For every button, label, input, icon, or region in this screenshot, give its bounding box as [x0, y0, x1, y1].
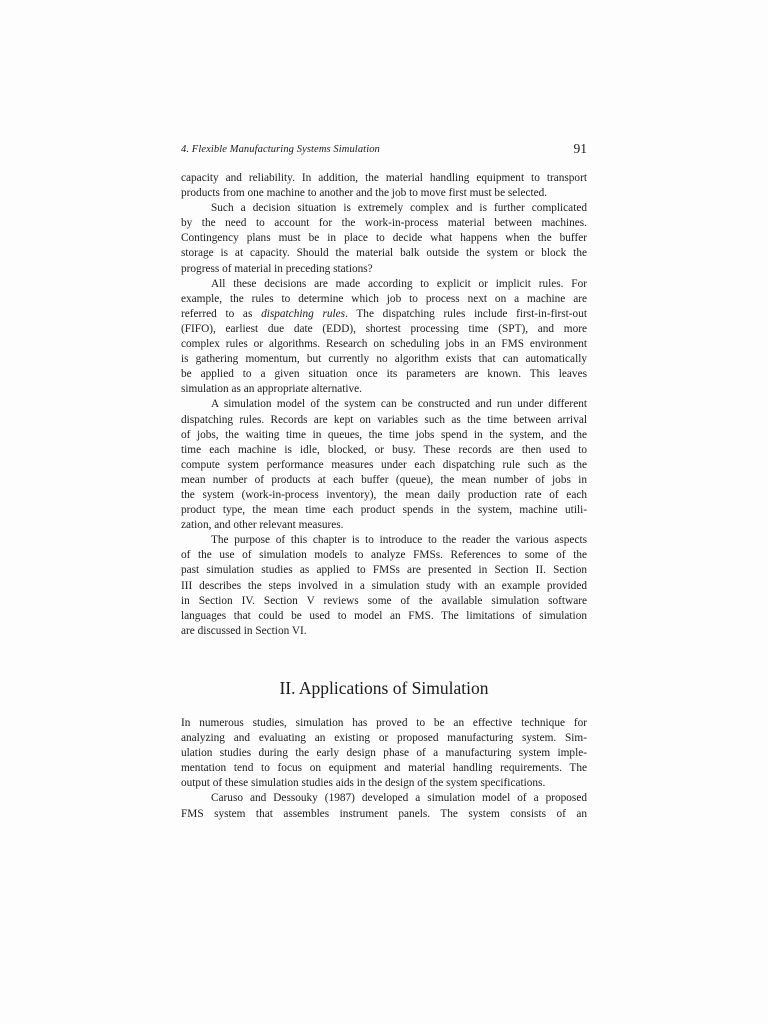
- section-heading: II. Applications of Simulation: [279, 678, 489, 698]
- text-line: analyzing and evaluating an existing or proposed manufacturing system. Sim-: [181, 732, 587, 745]
- text-line: All these decisions are made according to explicit or implicit rules. For: [211, 277, 587, 290]
- text-line: Such a decision situation is extremely complex and is further complicated: [211, 202, 587, 215]
- page-number: 91: [573, 141, 587, 156]
- body-text-section-2: [181, 716, 587, 822]
- text-line: ulation studies during the early design phase of a manufacturing system imple-: [181, 747, 587, 760]
- text-line-with-emphasis: [181, 307, 587, 322]
- text-line: in Section IV. Section V reviews some of the available simulation software: [181, 594, 587, 607]
- text-line: In numerous studies, simulation has proved to be an effective technique for: [181, 717, 587, 729]
- text-line: Caruso and Dessouky (1987) developed a simulation model of a proposed: [211, 792, 587, 805]
- text-line: FMS system that assembles instrument panels. The system consists of an: [181, 807, 587, 820]
- text-line: be applied to a given situation once its parameters are known. This leaves: [181, 368, 587, 381]
- text-line: capacity and reliability. In addition, the material handling equipment to transport: [181, 172, 587, 184]
- text-line: of the use of simulation models to analyze FMSs. References to some of the: [181, 549, 587, 562]
- text-line: product type, the mean time each product spends in the system, machine utili-: [181, 504, 587, 517]
- text-line: past simulation studies as applied to FMSs are presented in Section II. Section: [181, 564, 587, 577]
- text-line: progress of material in preceding stations?: [181, 262, 373, 275]
- text-line: The purpose of this chapter is to introduce to the reader the various aspects: [211, 534, 587, 547]
- emphasis-dispatching-rules: dispatching rules: [261, 307, 346, 320]
- text-line: storage is at capacity. Should the material balk outside the system or block the: [181, 247, 587, 260]
- text-line: mean number of products at each buffer (queue), the mean number of jobs in: [181, 473, 587, 486]
- text-line: dispatching rules. Records are kept on variables such as the time between arrival: [181, 413, 587, 426]
- text-line: simulation as an appropriate alternative.: [181, 383, 362, 396]
- text-line: Contingency plans must be in place to decide what happens when the buffer: [181, 232, 587, 245]
- text-line: by the need to account for the work-in-process material between machines.: [181, 217, 587, 230]
- text-line: time each machine is idle, blocked, or busy. These records are then used to: [181, 443, 587, 456]
- text-line: A simulation model of the system can be constructed and run under different: [211, 398, 587, 411]
- text-line: the system (work-in-process inventory), the mean daily production rate of each: [181, 488, 587, 501]
- text-run: referred to as: [181, 307, 262, 320]
- text-line: of jobs, the waiting time in queues, the time jobs spend in the system, and the: [181, 428, 587, 441]
- text-line: zation, and other relevant measures.: [181, 519, 344, 532]
- text-line: are discussed in Section VI.: [181, 624, 307, 637]
- text-line: compute system performance measures under each dispatching rule such as the: [181, 458, 587, 471]
- text-run: . The dispatching rules include first-in-first-out: [345, 307, 587, 320]
- text-line: complex rules or algorithms. Research on scheduling jobs in an FMS environment: [181, 338, 587, 351]
- text-line: (FIFO), earliest due date (EDD), shortest processing time (SPT), and more: [181, 322, 587, 335]
- text-line: languages that could be used to model an FMS. The limitations of simulation: [181, 609, 587, 622]
- running-title: 4. Flexible Manufacturing Systems Simulation: [181, 144, 380, 155]
- body-text-section-1: [181, 171, 587, 639]
- text-line: is gathering momentum, but currently no algorithm exists that can automatically: [181, 353, 587, 366]
- text-line: products from one machine to another and the job to move first must be selected.: [181, 187, 548, 200]
- text-line: III describes the steps involved in a simulation study with an example provided: [181, 579, 587, 592]
- text-line: mentation tend to focus on equipment and material handling requirements. The: [181, 762, 587, 775]
- running-head: [181, 142, 587, 158]
- text-line: example, the rules to determine which job to process next on a machine are: [181, 292, 587, 305]
- text-line: output of these simulation studies aids in the design of the system specifications.: [181, 777, 546, 790]
